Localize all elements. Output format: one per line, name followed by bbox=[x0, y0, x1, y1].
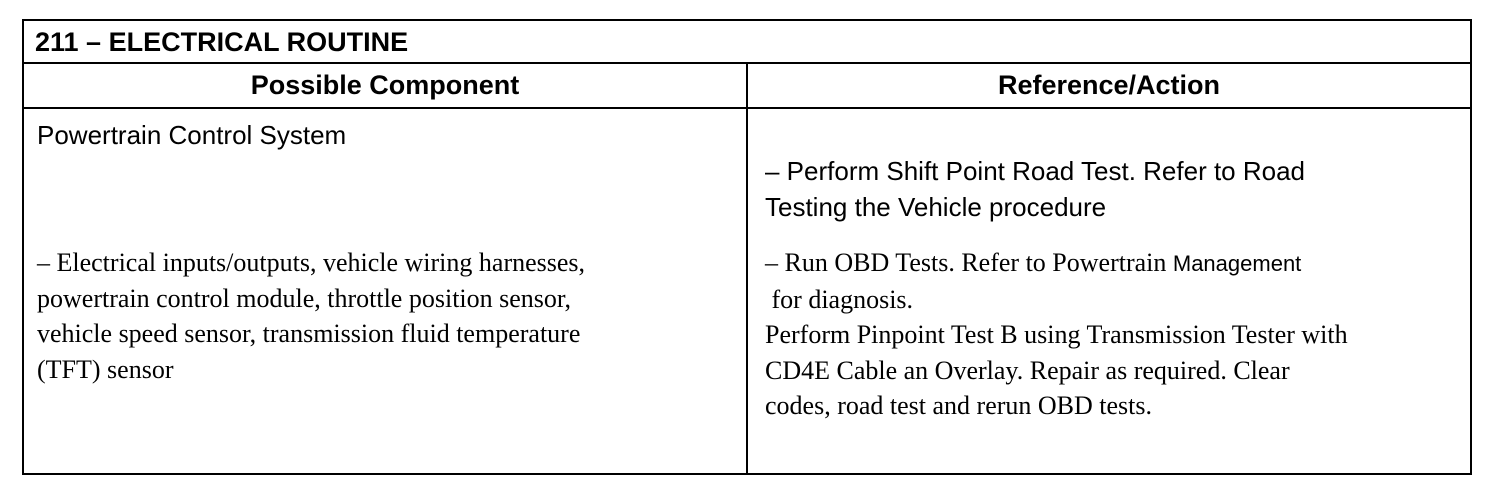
component-detail-line: powertrain control module, throttle position sensor, bbox=[37, 283, 572, 313]
table-title: 211 – ELECTRICAL ROUTINE bbox=[35, 27, 409, 57]
diagnostic-table bbox=[22, 19, 1472, 475]
action-obd-line: CD4E Cable an Overlay. Repair as required. Clear bbox=[765, 355, 1290, 385]
component-detail bbox=[37, 245, 585, 387]
action-road-test-line: – Perform Shift Point Road Test. Refer to Road bbox=[765, 156, 1306, 186]
component-detail-line: vehicle speed sensor, transmission fluid temperature bbox=[37, 319, 581, 348]
column-divider bbox=[746, 62, 748, 473]
action-road-test-line: Testing the Vehicle procedure bbox=[765, 192, 1107, 222]
action-obd-tests bbox=[765, 245, 1348, 424]
action-obd-line-end: Management bbox=[1172, 251, 1302, 276]
action-obd-line: codes, road test and rerun OBD tests. bbox=[765, 391, 1153, 420]
table-title-row bbox=[24, 21, 1470, 64]
action-obd-line: Perform Pinpoint Test B using Transmission Tester with bbox=[765, 320, 1348, 349]
header-possible-component: Possible Component bbox=[250, 70, 520, 100]
component-name bbox=[37, 117, 346, 153]
header-reference-action: Reference/Action bbox=[997, 70, 1221, 100]
action-obd-line-start: – Run OBD Tests. Refer to Powertrain bbox=[765, 248, 1173, 277]
action-road-test bbox=[765, 153, 1305, 225]
component-name-text: Powertrain Control System bbox=[37, 120, 347, 150]
action-obd-line: for diagnosis. bbox=[765, 284, 914, 314]
component-detail-line: (TFT) sensor bbox=[37, 354, 174, 384]
component-detail-line: – Electrical inputs/outputs, vehicle wiring harnesses, bbox=[37, 248, 586, 277]
action-obd-line bbox=[765, 245, 1348, 282]
